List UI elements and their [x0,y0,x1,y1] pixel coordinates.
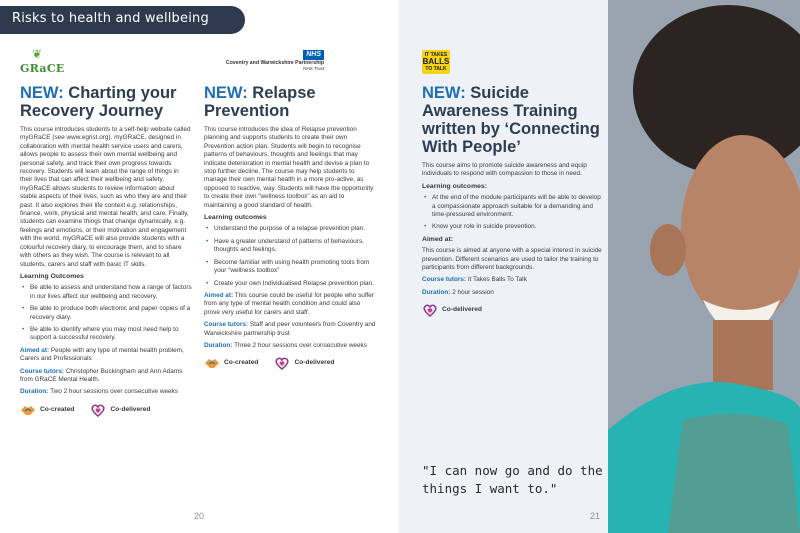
outcomes-list [204,225,376,287]
page-number: 21 [590,511,601,521]
duration: Duration: Two 2 hour sessions over consecutive weeks [20,388,178,396]
leaf-icon: ❦ [32,47,43,61]
co-delivered-badge: Co-delivered [422,303,482,317]
co-created-badge: Co-created [204,356,258,370]
course-suicide-awareness [422,50,604,317]
co-delivered-badge: Co-delivered [274,356,334,370]
nhs-trust-logo: NHS Coventry and Warwickshire Partnership NHS Trust [225,51,324,72]
course-intro: This course aims to promote suicide awareness and equip individuals to respond with compassion to those in need. [422,162,587,178]
course-charting-recovery [20,47,192,417]
outcomes-heading: Learning Outcomes [20,272,84,280]
list-item: • At the end of the module participants will be able to develop a compassionate approach suitable for a demanding and time-pressured environment. [422,194,604,219]
list-item: • Be able to produce both electronic and paper copies of a recovery diary. [20,305,192,322]
handshake-icon [20,403,36,417]
aimed-text: This course is aimed at anyone with a special interest in suicide prevention. Different scenarios are used to tailor the training to participants from different backgrounds. [422,247,602,272]
list-item: • Create your own Individualised Relapse prevention plan. [204,280,376,288]
portrait-illustration [608,0,800,533]
it-takes-balls-logo: IT TAKES BALLS TO TALK [422,52,450,72]
co-delivered-badge: Co-delivered [90,403,150,417]
course-relapse-prevention [204,50,376,370]
section-title: Risks to health and wellbeing [12,11,209,26]
list-item: • Know your role in suicide prevention. [422,223,604,231]
duration: Duration: Three 2 hour sessions over consecutive weeks [204,341,367,349]
section-tab [0,6,245,34]
outcomes-heading: Learning outcomes: [422,182,487,190]
course-intro: This course introduces students to a self-help website called myGRaCE (see www.egrist.org). myGRaCE, designed in collaboration with mental health service users and carers, allows people to assess their own mental wellbeing and personal safety, and track their own progress towards recovery. Students will learn about the range of things in their lives that can affect their wellbeing and safety. myGRaCE allows students to review information about stable aspects of their lives, such as who they are and their past. It also explores their life context e.g. relationships, finance, work, physical and mental health, and care. Finally, students can examine things that change dynamically, e.g. feelings and emotions, or their motivation and engagement with the world. myGRaCE will also provide students with a colourful recovery diary, to encourage them, and to share with others as they wish. The course is relevant to all students, carers and staff with basic IT skills. [20,126,191,268]
outcomes-list [20,284,192,342]
course-title: NEW: Suicide Awareness Training written by ‘Connecting With People’ [422,84,600,156]
duration: Duration: 2 hour session [422,288,494,296]
page-number: 20 [194,511,205,521]
list-item: • Have a greater understand of patterns of behaviours, thoughts and feelings. [204,238,376,255]
aimed-at: Aimed at: This course could be useful for people who suffer from any type of mental health condition and could also prove very useful for carers and staff. [204,291,374,316]
handshake-icon [204,356,220,370]
list-item: • Be able to identify where you may most need help to support a successful recovery. [20,326,192,343]
list-item: • Become familiar with using health promoting tools from your “wellness toolbox” [204,259,376,276]
co-created-badge: Co-created [20,403,74,417]
badges [422,303,604,317]
badges [20,403,192,417]
grace-logo: ❦ GRaCE [20,47,65,75]
outcomes-list [422,194,604,232]
aimed-heading: Aimed at: [422,235,453,243]
heart-hands-icon [422,303,438,317]
course-tutors: Course tutors: Staff and peer volunteers from Coventry and Warwickshire partnership trust [204,321,376,337]
course-title: NEW: Charting your Recovery Journey [20,84,177,120]
course-title: NEW: Relapse Prevention [204,84,316,120]
right-page [400,0,800,533]
course-intro: This course introduces the idea of Relapse prevention planning and supports students to create their own Prevention action plan. Students will begin to recognise patterns of behaviours, thoughts and feelings that may indicate deterioration in mental health and devise a plan to stop further decline. The course may help students to manage their own mental health in a more pro-active, as opposed to reactive, way. Students will have the opportunity to create their own “wellness toolbox” as an aid to maintaining a good standard of health. [204,126,374,209]
heart-hands-icon [90,403,106,417]
course-tutors: Course tutors: It Takes Balls To Talk [422,276,527,284]
heart-hands-icon [274,356,290,370]
course-tutors: Course tutors: Christopher Buckingham and Ann Adams from GRaCE Mental Health. [20,367,183,383]
badges [204,356,376,370]
outcomes-heading: Learning outcomes [204,214,267,222]
list-item: • Understand the purpose of a relapse prevention plan. [204,225,376,233]
testimonial-quote: "I can now go and do the things I want to." [422,463,603,496]
list-item: • Be able to assess and understand how a range of factors in our lives affect our wellbeing and recovery. [20,284,192,301]
portrait-photo [608,0,800,533]
aimed-at: Aimed at: People with any type of mental health problem, Carers and Professionals [20,346,184,363]
